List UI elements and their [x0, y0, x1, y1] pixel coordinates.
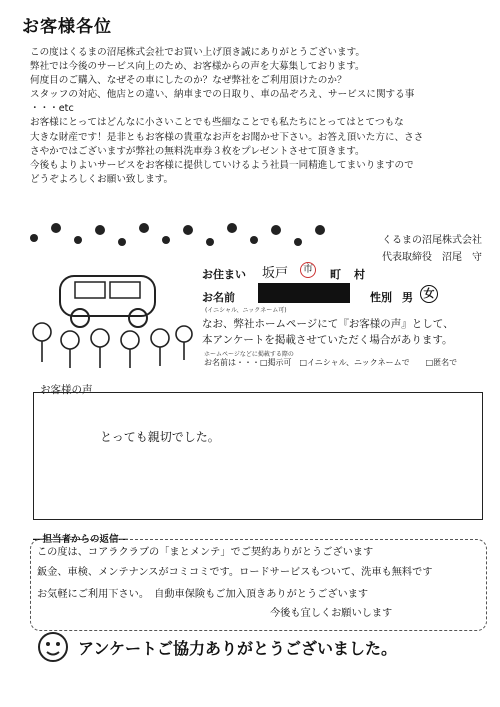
homepage-notice-line: なお、弊社ホームページにて『お客様の声』として、	[202, 318, 454, 330]
customer-voice-text: とっても親切でした。	[100, 430, 220, 444]
greeting-line: ・・・etc	[30, 103, 74, 115]
homepage-notice-line: 本アンケートを掲載させていただく場合があります。	[202, 334, 453, 346]
greeting-line: 大きな財産です！是非ともお客様の貴重なお声をお聞かせ下さい。お答え頂いた方に、ささ	[30, 131, 424, 143]
staff-reply-line: 今後も宜しくお願いします	[270, 608, 393, 619]
greeting-line: お客様にとってはどんなに小さいことでも些細なことでも私たちにとってはとてつもな	[30, 117, 404, 129]
greeting-line: 何度目のご購入、なぜその車にしたのか？なぜ弊社をご利用頂けたのか？	[30, 75, 347, 87]
town-label: 町	[330, 268, 341, 281]
greeting-line: スタッフの対応、他店との違い、納車までの日取り、車の品ぞろえ、サービスに関する事	[30, 89, 415, 101]
decorative-border-illustration	[22, 218, 332, 254]
staff-reply-line: お気軽にご利用下さい。 自動車保険もご加入頂きありがとうございます	[37, 589, 369, 600]
staff-mascot-icon	[36, 630, 70, 664]
name-label: お名前	[202, 291, 235, 304]
name-sub-label: (イニシャル、ニックネーム可)	[205, 307, 287, 314]
staff-reply-line: 鈑金、車検、メンテナンスがコミコミです。ロードサービスもついて、洗車も無料です	[37, 567, 433, 578]
greeting-paragraph	[30, 46, 482, 187]
staff-reply-line: この度は、コアラクラブの「まとメンテ」でご契約ありがとうございます	[37, 547, 374, 558]
sex-label: 性別	[370, 291, 392, 304]
village-label: 村	[354, 268, 365, 281]
publish-note: ホームページなどに掲載する際の	[204, 351, 294, 358]
greeting-line: この度はくるまの沼尾株式会社でお買い上げ頂き誠にありがとうございます。	[30, 47, 366, 58]
company-name: くるまの沼尾株式会社	[382, 235, 482, 246]
car-with-people-illustration	[20, 254, 195, 374]
customer-voice-box	[33, 392, 483, 520]
sex-option-male: 男	[402, 291, 413, 304]
thank-you-message: アンケートご協力ありがとうございました。	[78, 639, 398, 658]
greeting-line: 今後もよりよいサービスをお客様に提供していけるよう社員一同精進してまいりますので	[30, 159, 414, 171]
staff-reply-label: ―担当者からの返信―	[33, 534, 129, 545]
greeting-line: さやかではございますが弊社の無料洗車券３枚をプレゼントさせて頂きます。	[30, 145, 365, 157]
page-title: お客様各位	[22, 17, 112, 37]
redacted-name	[258, 283, 350, 303]
publish-options: お名前は・・・□掲示可 □イニシャル、ニックネームで □匿名で	[204, 358, 458, 367]
greeting-line: 弊社では今後のサービス向上のため、お客様からの声を大募集しております。	[30, 61, 365, 73]
address-value: 坂戸	[262, 266, 289, 281]
company-signature	[382, 232, 482, 266]
customer-voice-label: お客様の声	[40, 384, 93, 396]
sex-option-female-circled: 女	[420, 285, 438, 303]
city-marker-circled: 市	[300, 262, 316, 278]
company-representative: 代表取締役 沼尾 守	[382, 252, 482, 263]
address-label: お住まい	[202, 268, 246, 281]
greeting-line: どうぞよろしくお願い致します。	[30, 173, 174, 185]
